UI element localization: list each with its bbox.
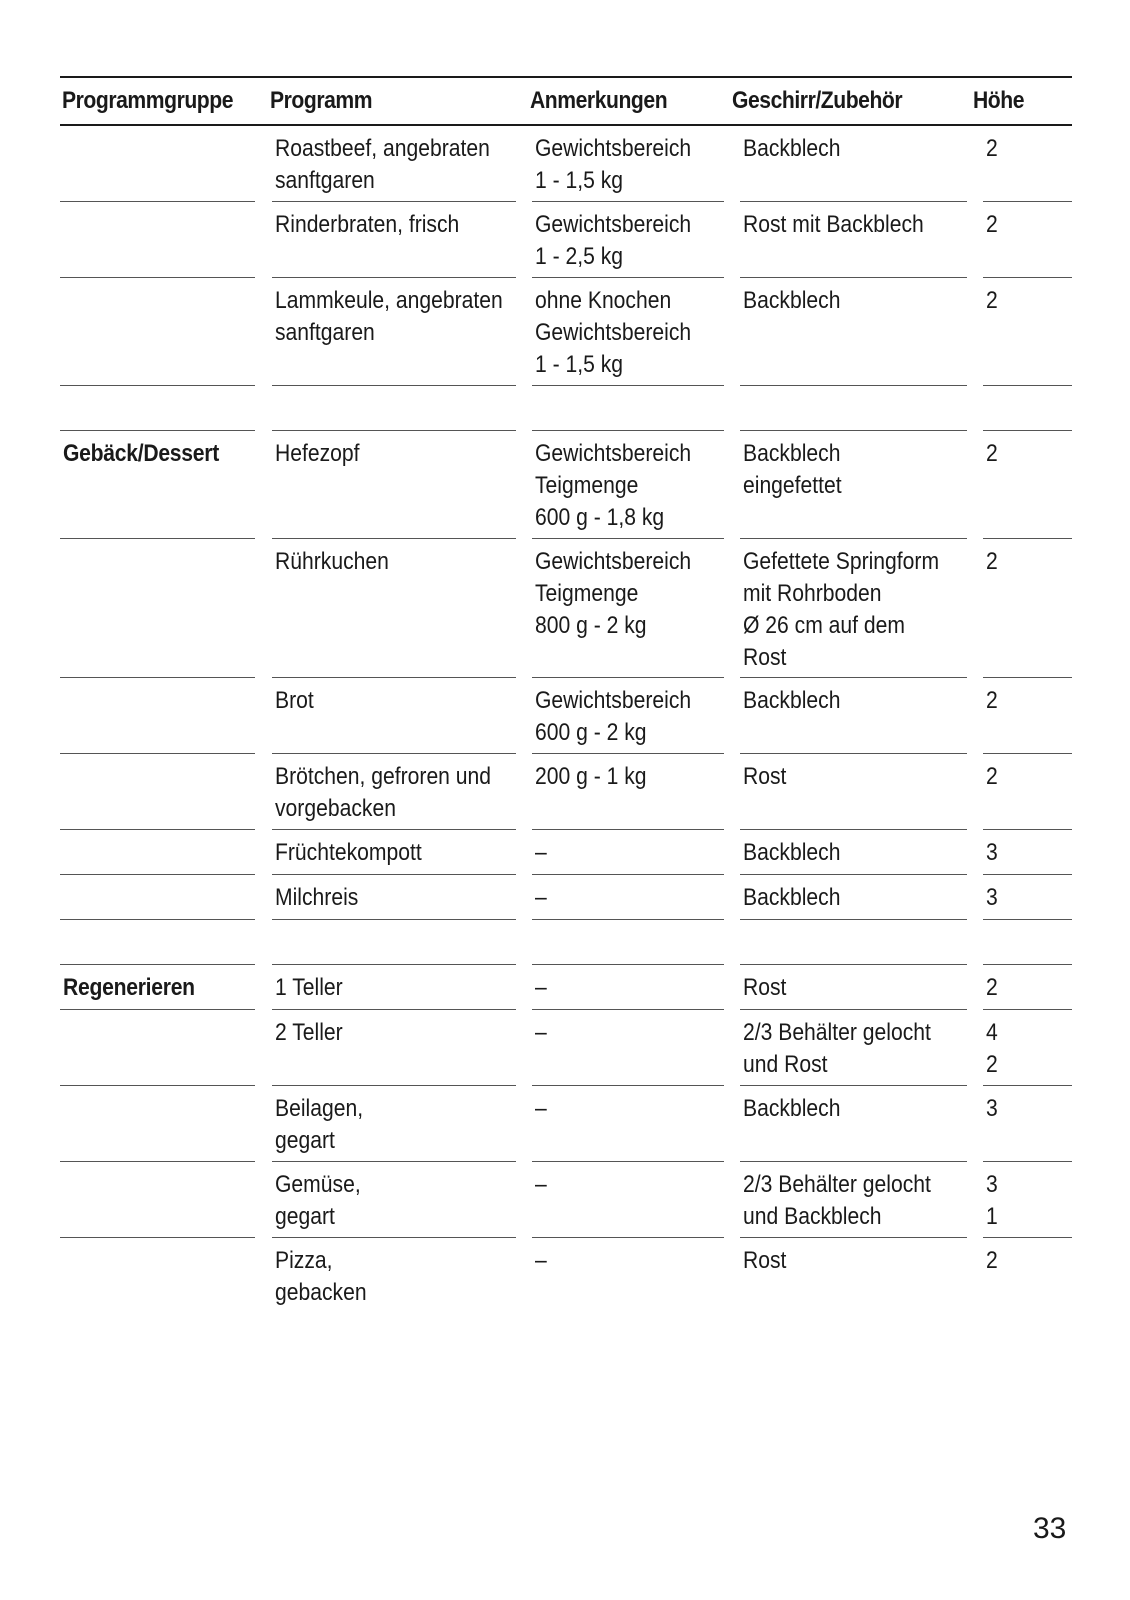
program-cell-text: Pizza, gebacken — [275, 1247, 367, 1306]
header-programmgruppe: Programmgruppe — [62, 87, 234, 114]
program-cell — [272, 965, 516, 1010]
page-number: 33 — [1033, 1512, 1067, 1545]
notes-cell-text: – — [535, 1247, 547, 1274]
equipment-cell — [740, 1162, 967, 1238]
spacer-cell — [272, 386, 516, 431]
header-hoehe: Höhe — [973, 87, 1025, 114]
notes-cell — [532, 1162, 724, 1238]
height-cell-text: 3 — [986, 884, 998, 911]
program-cell — [272, 202, 516, 278]
spacer-cell — [60, 386, 255, 431]
group-cell — [60, 1086, 255, 1162]
program-cell-text: Roastbeef, angebraten sanftgaren — [275, 135, 490, 194]
group-cell — [60, 875, 255, 920]
equipment-cell — [740, 965, 967, 1010]
height-cell-text: 3 — [986, 1095, 998, 1122]
equipment-cell — [740, 539, 967, 678]
program-cell — [272, 1162, 516, 1238]
notes-cell-text: – — [535, 1095, 547, 1122]
table-row — [60, 1086, 1072, 1162]
table-header — [60, 78, 1072, 126]
table-row — [60, 830, 1072, 875]
spacer-cell — [532, 920, 724, 965]
table-row — [60, 678, 1072, 754]
height-cell-text: 2 — [986, 548, 998, 575]
program-cell-text: Früchtekompott — [275, 839, 422, 866]
notes-cell — [532, 875, 724, 920]
program-cell — [272, 431, 516, 539]
notes-cell — [532, 830, 724, 875]
height-cell — [983, 965, 1072, 1010]
height-cell-text: 4 2 — [986, 1019, 998, 1078]
height-cell-text: 3 1 — [986, 1171, 998, 1230]
equipment-cell-text: Rost — [743, 763, 787, 790]
program-table — [60, 76, 1072, 1314]
notes-cell-text: Gewichtsbereich Teigmenge 800 g - 2 kg — [535, 548, 692, 639]
group-cell-text: Gebäck/Dessert — [63, 440, 219, 467]
notes-cell-text: Gewichtsbereich 1 - 1,5 kg — [535, 135, 692, 194]
table-body — [60, 126, 1072, 1314]
spacer-cell — [532, 386, 724, 431]
group-cell — [60, 678, 255, 754]
group-cell — [60, 126, 255, 202]
group-cell — [60, 1162, 255, 1238]
program-cell — [272, 754, 516, 830]
equipment-cell — [740, 278, 967, 386]
height-cell-text: 2 — [986, 1247, 998, 1274]
group-cell — [60, 830, 255, 875]
equipment-cell — [740, 1010, 967, 1086]
notes-cell — [532, 1238, 724, 1314]
notes-cell-text: – — [535, 1171, 547, 1198]
notes-cell-text: Gewichtsbereich 1 - 2,5 kg — [535, 211, 692, 270]
spacer-cell — [740, 386, 967, 431]
program-cell — [272, 875, 516, 920]
height-cell-text: 2 — [986, 687, 998, 714]
height-cell-text: 3 — [986, 839, 998, 866]
notes-cell — [532, 754, 724, 830]
spacer-cell — [740, 920, 967, 965]
notes-cell — [532, 1010, 724, 1086]
notes-cell — [532, 678, 724, 754]
table-row — [60, 1010, 1072, 1086]
notes-cell-text: Gewichtsbereich Teigmenge 600 g - 1,8 kg — [535, 440, 692, 531]
program-cell-text: Brot — [275, 687, 314, 714]
table-row — [60, 126, 1072, 202]
program-cell-text: Hefezopf — [275, 440, 360, 467]
equipment-cell — [740, 754, 967, 830]
height-cell-text: 2 — [986, 974, 998, 1001]
notes-cell — [532, 278, 724, 386]
program-cell-text: Gemüse, gegart — [275, 1171, 361, 1230]
equipment-cell-text: Rost mit Backblech — [743, 211, 924, 238]
group-cell — [60, 278, 255, 386]
equipment-cell-text: Backblech — [743, 884, 841, 911]
equipment-cell — [740, 1086, 967, 1162]
program-cell — [272, 1086, 516, 1162]
table-row — [60, 278, 1072, 386]
program-cell-text: Beilagen, gegart — [275, 1095, 364, 1154]
table-row — [60, 875, 1072, 920]
height-cell — [983, 126, 1072, 202]
spacer-row — [60, 386, 1072, 431]
equipment-cell-text: Backblech eingefettet — [743, 440, 842, 499]
table-row — [60, 1238, 1072, 1314]
spacer-cell — [983, 920, 1072, 965]
height-cell — [983, 1162, 1072, 1238]
program-cell — [272, 278, 516, 386]
equipment-cell-text: 2/3 Behälter gelocht und Rost — [743, 1019, 931, 1078]
program-cell — [272, 1010, 516, 1086]
notes-cell — [532, 1086, 724, 1162]
notes-cell-text: Gewichtsbereich 600 g - 2 kg — [535, 687, 692, 746]
height-cell-text: 2 — [986, 135, 998, 162]
program-cell — [272, 678, 516, 754]
table-row — [60, 539, 1072, 678]
group-cell — [60, 965, 255, 1010]
notes-cell-text: 200 g - 1 kg — [535, 763, 647, 790]
equipment-cell — [740, 830, 967, 875]
group-cell — [60, 431, 255, 539]
height-cell — [983, 830, 1072, 875]
height-cell-text: 2 — [986, 211, 998, 238]
table-row — [60, 202, 1072, 278]
equipment-cell-text: Rost — [743, 1247, 787, 1274]
height-cell-text: 2 — [986, 763, 998, 790]
header-geschirr-zubehoer: Geschirr/Zubehör — [732, 87, 903, 114]
notes-cell-text: – — [535, 1019, 547, 1046]
program-cell-text: Brötchen, gefroren und vorgebacken — [275, 763, 492, 822]
equipment-cell-text: 2/3 Behälter gelocht und Backblech — [743, 1171, 931, 1230]
table-row — [60, 431, 1072, 539]
notes-cell — [532, 126, 724, 202]
notes-cell-text: ohne Knochen Gewichtsbereich 1 - 1,5 kg — [535, 287, 692, 378]
notes-cell-text: – — [535, 974, 547, 1001]
height-cell — [983, 1238, 1072, 1314]
header-programm: Programm — [270, 87, 373, 114]
group-cell-text: Regenerieren — [63, 974, 195, 1001]
group-cell — [60, 754, 255, 830]
equipment-cell-text: Rost — [743, 974, 787, 1001]
notes-cell — [532, 965, 724, 1010]
equipment-cell — [740, 431, 967, 539]
table-row — [60, 965, 1072, 1010]
height-cell — [983, 1010, 1072, 1086]
group-cell — [60, 1238, 255, 1314]
header-anmerkungen: Anmerkungen — [530, 87, 668, 114]
height-cell — [983, 202, 1072, 278]
table-row — [60, 1162, 1072, 1238]
program-cell-text: Rinderbraten, frisch — [275, 211, 460, 238]
notes-cell — [532, 431, 724, 539]
equipment-cell-text: Backblech — [743, 1095, 841, 1122]
program-cell — [272, 830, 516, 875]
height-cell-text: 2 — [986, 287, 998, 314]
height-cell — [983, 278, 1072, 386]
height-cell-text: 2 — [986, 440, 998, 467]
program-cell-text: Rührkuchen — [275, 548, 389, 575]
notes-cell — [532, 539, 724, 678]
table-row — [60, 754, 1072, 830]
spacer-cell — [60, 920, 255, 965]
height-cell — [983, 754, 1072, 830]
program-cell-text: Milchreis — [275, 884, 359, 911]
notes-cell-text: – — [535, 884, 547, 911]
program-cell — [272, 539, 516, 678]
height-cell — [983, 539, 1072, 678]
equipment-cell — [740, 126, 967, 202]
group-cell — [60, 202, 255, 278]
equipment-cell-text: Gefettete Springform mit Rohrboden Ø 26 cm auf dem Rost — [743, 548, 940, 671]
program-cell-text: 2 Teller — [275, 1019, 343, 1046]
equipment-cell — [740, 875, 967, 920]
spacer-cell — [983, 386, 1072, 431]
height-cell — [983, 875, 1072, 920]
program-cell — [272, 126, 516, 202]
equipment-cell — [740, 202, 967, 278]
equipment-cell-text: Backblech — [743, 135, 841, 162]
group-cell — [60, 539, 255, 678]
equipment-cell-text: Backblech — [743, 287, 841, 314]
notes-cell — [532, 202, 724, 278]
program-cell — [272, 1238, 516, 1314]
equipment-cell — [740, 678, 967, 754]
group-cell — [60, 1010, 255, 1086]
equipment-cell — [740, 1238, 967, 1314]
height-cell — [983, 431, 1072, 539]
notes-cell-text: – — [535, 839, 547, 866]
height-cell — [983, 678, 1072, 754]
program-cell-text: 1 Teller — [275, 974, 343, 1001]
program-cell-text: Lammkeule, angebraten sanftgaren — [275, 287, 503, 346]
height-cell — [983, 1086, 1072, 1162]
equipment-cell-text: Backblech — [743, 687, 841, 714]
spacer-row — [60, 920, 1072, 965]
spacer-cell — [272, 920, 516, 965]
equipment-cell-text: Backblech — [743, 839, 841, 866]
